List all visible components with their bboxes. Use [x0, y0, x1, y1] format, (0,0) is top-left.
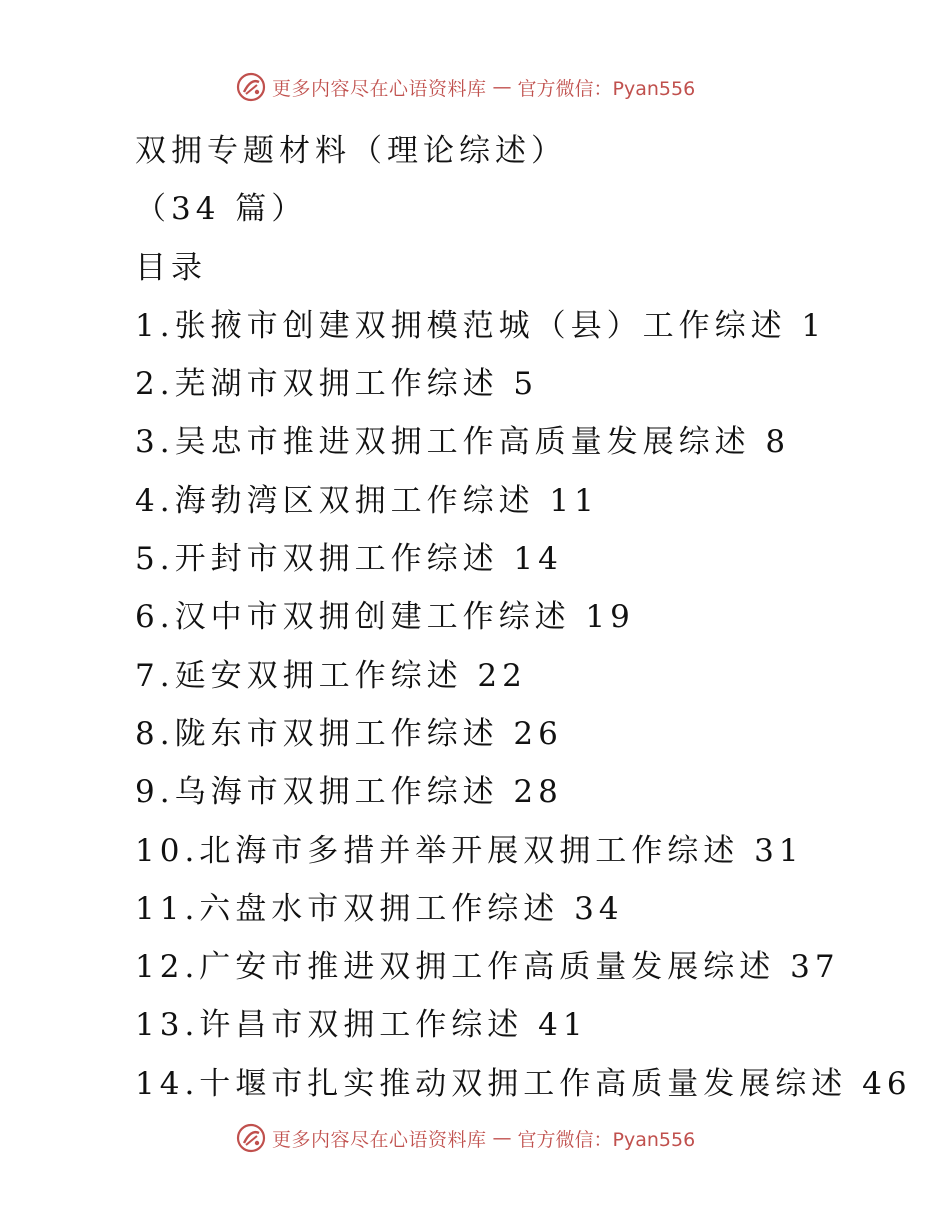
toc-item: 3.吴忠市推进双拥工作高质量发展综述 8	[135, 424, 791, 461]
toc-item: 1.张掖市创建双拥模范城（县）工作综述 1	[135, 307, 827, 344]
toc-heading: 目录	[135, 249, 207, 286]
seal-logo-icon	[236, 1123, 266, 1153]
toc-item: 2.芜湖市双拥工作综述 5	[135, 366, 539, 403]
toc-item: 8.陇东市双拥工作综述 26	[135, 715, 563, 752]
header-watermark-banner	[236, 72, 695, 102]
footer-watermark-banner	[236, 1123, 695, 1153]
banner-site-text: 更多内容尽在心语资料库	[272, 1128, 487, 1151]
toc-item: 6.汉中市双拥创建工作综述 19	[135, 599, 635, 636]
banner-wechat-text: 官方微信：Pyan556	[517, 77, 696, 100]
banner-wechat-text: 官方微信：Pyan556	[517, 1128, 696, 1151]
toc-item: 4.海勃湾区双拥工作综述 11	[135, 482, 599, 519]
toc-item: 9.乌海市双拥工作综述 28	[135, 774, 563, 811]
toc-item: 12.广安市推进双拥工作高质量发展综述 37	[135, 949, 840, 986]
toc-item: 11.六盘水市双拥工作综述 34	[135, 890, 624, 927]
toc-item: 5.开封市双拥工作综述 14	[135, 541, 563, 578]
toc-item: 7.延安双拥工作综述 22	[135, 657, 527, 694]
toc-item: 13.许昌市双拥工作综述 41	[135, 1007, 588, 1044]
document-title: 双拥专题材料（理论综述）	[135, 133, 567, 169]
article-count: （34 篇）	[135, 191, 308, 228]
banner-site-text: 更多内容尽在心语资料库	[272, 77, 487, 100]
seal-logo-icon	[236, 72, 266, 102]
document-body	[135, 122, 915, 1113]
toc-item: 14.十堰市扎实推动双拥工作高质量发展综述 46	[135, 1065, 912, 1102]
banner-separator: —	[492, 1127, 512, 1149]
toc-item: 10.北海市多措并举开展双拥工作综述 31	[135, 832, 804, 869]
banner-separator: —	[492, 76, 512, 98]
